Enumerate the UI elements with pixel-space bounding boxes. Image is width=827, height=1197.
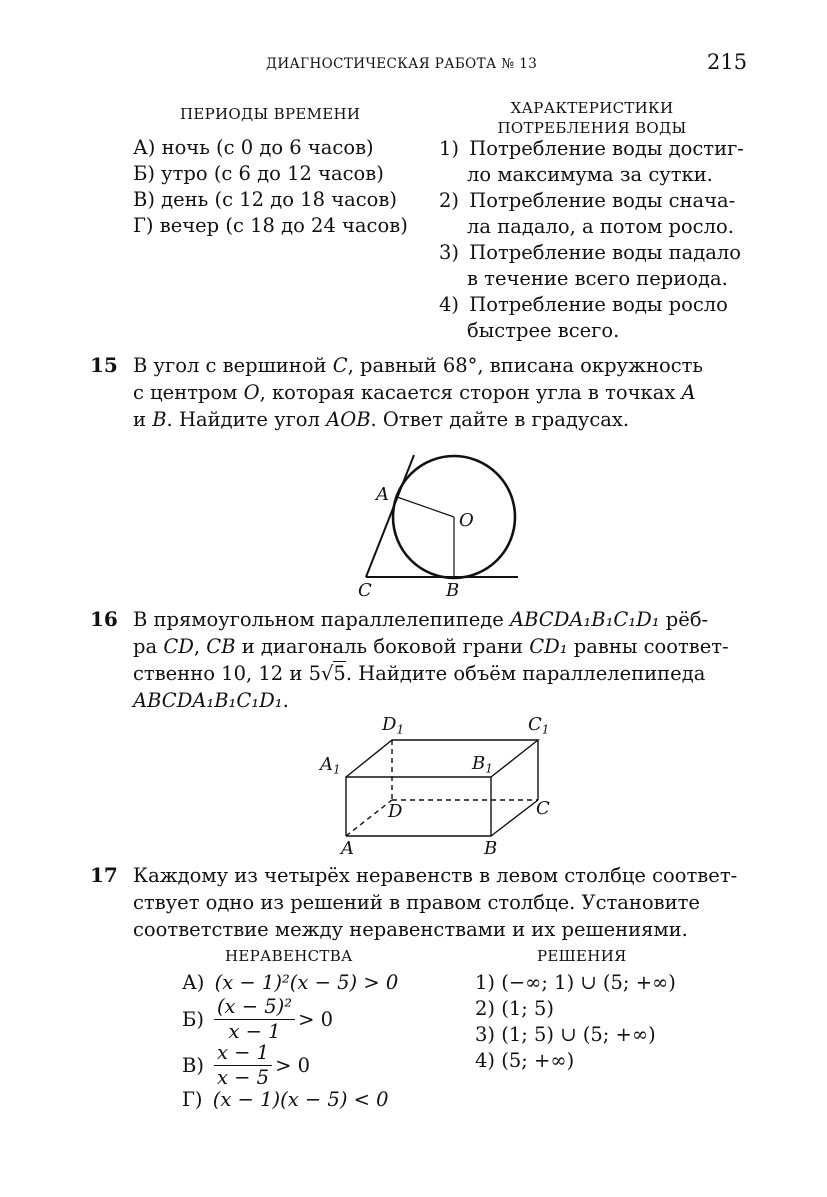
label-letter: C — [528, 714, 542, 735]
problem-17-line-3: соответствие между неравенствами и их решениями. — [133, 918, 688, 941]
problem-16-line-4 — [133, 687, 729, 714]
characteristic-item — [439, 240, 744, 292]
characteristics-heading-line-1: ХАРАКТЕРИСТИКИ — [510, 99, 674, 117]
solution-item: 4) (5; +∞) — [475, 1049, 575, 1072]
label-subscript: 1 — [333, 762, 341, 777]
text-run: рёб- — [659, 608, 709, 631]
solution-item: 3) (1; 5) ∪ (5; +∞) — [475, 1023, 656, 1046]
edge-bc — [491, 800, 538, 836]
period-item: А) ночь (с 0 до 6 часов) — [133, 136, 374, 159]
var-c: C — [332, 354, 348, 377]
inequality-c — [182, 1042, 310, 1089]
label-b1 — [472, 753, 493, 774]
problem-15-number: 15 — [90, 353, 118, 377]
period-item: Г) вечер (с 18 до 24 часов) — [133, 214, 408, 237]
characteristic-text-1: Потребление воды достиг- — [469, 137, 744, 160]
fraction-denominator: x − 5 — [216, 1066, 270, 1089]
page-number: 215 — [707, 50, 748, 74]
characteristic-number: 2) — [439, 189, 460, 212]
problem-17-line-2: ствует одно из решений в правом столбце. Установите — [133, 891, 700, 914]
fraction-denominator: x − 1 — [228, 1020, 281, 1043]
period-item: Б) утро (с 6 до 12 часов) — [133, 162, 384, 185]
characteristic-item — [439, 292, 744, 344]
problem-15-text — [133, 352, 703, 433]
characteristics-heading-line-2: ПОТРЕБЛЕНИЯ ВОДЫ — [497, 119, 687, 137]
tangent-line-ca — [366, 455, 414, 577]
problem-17-number: 17 — [90, 863, 118, 887]
characteristics-heading — [482, 98, 702, 138]
var-cb: CB — [206, 635, 236, 658]
var-aob: AOB — [326, 408, 371, 431]
var-box: ABCDA₁B₁C₁D₁ — [510, 608, 660, 631]
label-d1 — [382, 714, 404, 735]
label-d: D — [388, 801, 403, 822]
text-run: . Найдите угол — [166, 408, 327, 431]
problem-17-text — [133, 862, 737, 943]
fraction — [214, 996, 295, 1043]
characteristic-list — [439, 136, 744, 344]
periods-heading: ПЕРИОДЫ ВРЕМЕНИ — [180, 105, 361, 123]
text-run: , равный 68°, вписана окружность — [347, 354, 704, 377]
period-item: В) день (с 12 до 18 часов) — [133, 188, 397, 211]
label-c1 — [528, 714, 549, 735]
text-run: . — [282, 689, 289, 712]
label-letter: D — [382, 714, 397, 735]
label-letter: B — [472, 753, 486, 774]
solutions-heading: РЕШЕНИЯ — [537, 947, 627, 965]
var-o: O — [243, 381, 260, 404]
edge-ad — [346, 800, 392, 836]
label-a1 — [320, 754, 341, 775]
radius-oa — [397, 497, 454, 517]
sqrt-sign: √ — [320, 662, 334, 685]
characteristic-text-2: в течение всего периода. — [467, 267, 728, 290]
text-run: , — [193, 635, 207, 658]
inequality-label: В) — [182, 1053, 204, 1077]
label-subscript: 1 — [396, 722, 405, 737]
inequalities-heading: НЕРАВЕНСТВА — [225, 947, 353, 965]
front-face — [346, 777, 491, 836]
label-b: B — [484, 838, 498, 859]
inequality-relation: > 0 — [298, 1007, 334, 1031]
var-cd: CD — [163, 635, 194, 658]
sqrt-radicand: 5 — [333, 662, 346, 685]
inequality-relation: > 0 — [275, 1053, 311, 1077]
text-run: равны соответ- — [567, 635, 729, 658]
text-run: и диагональ боковой грани — [235, 635, 530, 658]
inequality-expression: (x − 1)(x − 5) < 0 — [212, 1088, 389, 1111]
solution-item: 1) (−∞; 1) ∪ (5; +∞) — [475, 971, 676, 994]
problem-15-line-1 — [133, 352, 703, 379]
label-letter: A — [320, 754, 333, 775]
solution-item: 2) (1; 5) — [475, 997, 555, 1020]
text-run: В угол с вершиной — [133, 354, 333, 377]
var-cd1: CD₁ — [529, 635, 568, 658]
text-run: . Ответ дайте в градусах. — [370, 408, 630, 431]
inequality-label: Г) — [182, 1088, 203, 1111]
text-run: и — [133, 408, 153, 431]
characteristic-item — [439, 188, 744, 240]
text-run: ра — [133, 635, 164, 658]
problem-15-line-3 — [133, 406, 703, 433]
characteristic-text-2: ла падало, а потом росло. — [467, 215, 734, 238]
text-run: . Найдите объём параллелепипеда — [345, 662, 706, 685]
top-face — [346, 740, 538, 777]
characteristic-text-1: Потребление воды снача- — [469, 189, 736, 212]
text-run: ственно 10, 12 и 5 — [133, 662, 321, 685]
characteristic-text-1: Потребление воды росло — [469, 293, 728, 316]
fraction — [214, 1042, 272, 1089]
characteristic-item — [439, 136, 744, 188]
characteristic-number: 4) — [439, 293, 460, 316]
inscribed-circle — [393, 456, 515, 578]
var-box: ABCDA₁B₁C₁D₁ — [133, 689, 283, 712]
solution-list — [475, 970, 676, 1074]
characteristic-text-2: быстрее всего. — [467, 319, 620, 342]
text-run: , которая касается сторон угла в точках — [259, 381, 682, 404]
label-a: A — [376, 484, 389, 505]
period-list — [133, 135, 408, 239]
characteristic-number: 3) — [439, 241, 460, 264]
label-subscript: 1 — [485, 761, 493, 776]
fraction-numerator: (x − 5)² — [214, 996, 295, 1020]
var-b: B — [152, 408, 167, 431]
fraction-numerator: x − 1 — [214, 1042, 272, 1066]
characteristic-text-2: ло максимума за сутки. — [467, 163, 713, 186]
inequality-expression: (x − 1)²(x − 5) > 0 — [214, 971, 399, 994]
inequality-d — [182, 1087, 389, 1113]
inequality-label: Б) — [182, 1007, 204, 1031]
var-a: A — [681, 381, 696, 404]
problem-16-number: 16 — [90, 607, 118, 631]
problem-16-line-3 — [133, 660, 729, 687]
inequality-b — [182, 996, 333, 1043]
label-o: O — [459, 510, 474, 531]
characteristic-number: 1) — [439, 137, 460, 160]
label-b: B — [446, 580, 460, 601]
text-run: с центром — [133, 381, 244, 404]
text-run: В прямоугольном параллелепипеде — [133, 608, 511, 631]
inequality-a — [182, 970, 398, 996]
characteristic-text-1: Потребление воды падало — [469, 241, 741, 264]
running-header: ДИАГНОСТИЧЕСКАЯ РАБОТА № 13 — [266, 56, 538, 72]
problem-16-line-2 — [133, 633, 729, 660]
label-c: C — [536, 798, 550, 819]
label-a: A — [341, 838, 354, 859]
inequality-label: А) — [182, 971, 205, 994]
problem-15-line-2 — [133, 379, 703, 406]
label-c: C — [358, 580, 372, 601]
problem-16-text — [133, 606, 729, 714]
problem-16-line-1 — [133, 606, 729, 633]
problem-17-line-1: Каждому из четырёх неравенств в левом столбце соответ- — [133, 864, 738, 887]
label-subscript: 1 — [541, 722, 550, 737]
